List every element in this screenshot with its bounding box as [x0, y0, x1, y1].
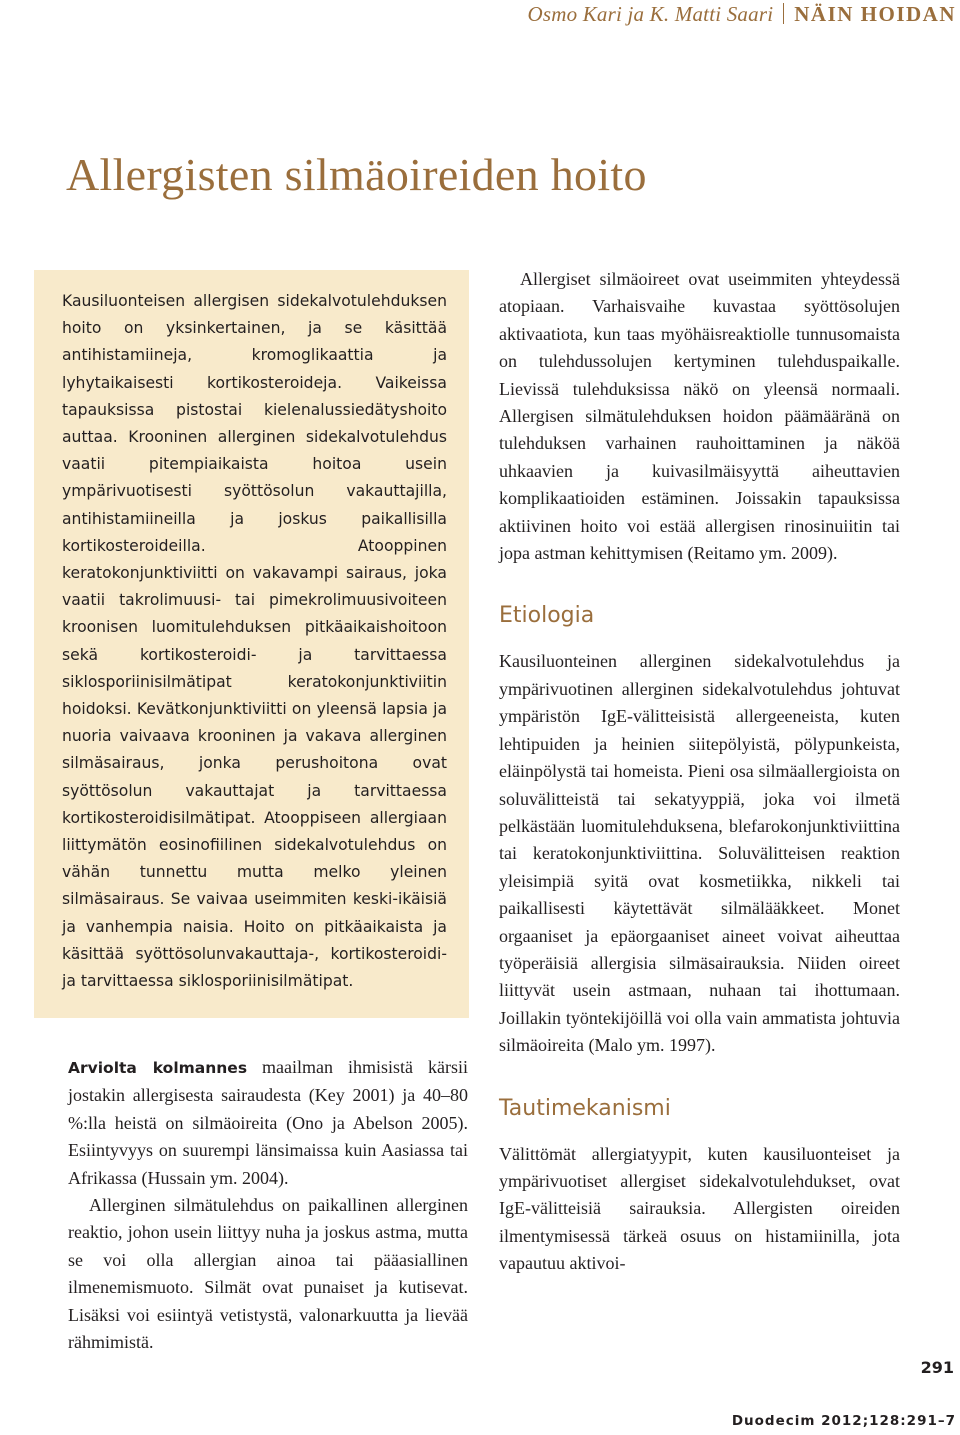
abstract-box: [34, 270, 469, 1018]
section-heading-pathogenesis: Tautimekanismi: [499, 1095, 671, 1121]
right-column: [499, 266, 900, 1278]
running-head-divider: [783, 3, 784, 24]
etiology-paragraph: Kausiluonteinen allerginen sidekalvotulehdus ja ympärivuotinen allerginen sidekalvotulehdus johtuvat ympäristön IgE-välitteisistä allergeeneista, kuten lehtipuiden ja heinien siitepölyistä, pölypunkeista, eläinpölystä tai homeista. Pieni osa silmäallergioista on soluvälitteistä tai sekatyyppiä, joka voi ilmetä pelkästään luomitulehduksena, blefarokonjunktiviittina tai keratokonjunktiviittina. Soluvälitteisen reaktion yleisimpiä syitä ovat kosmetiikka, nikkeli tai paikallisesti käytettävät silmälääkkeet. Monet orgaaniset ja epäorgaaniset aineet voivat aiheuttaa työperäisiä allergisia silmäsairauksia. Niiden oireet liittyvät usein astmaan, nuhaan tai ihottumaan. Joillakin työntekijöillä voi olla vain ammatista johtuvia silmäoireita (Malo ym. 1997).: [499, 651, 900, 1056]
running-head: [527, 2, 956, 27]
intro-paragraph-2: Allerginen silmätulehdus on paikallinen allerginen reaktio, johon usein liittyy nuha ja joskus astma, mutta se voi olla allergian ainoa tai pääasiallinen ilmenemismuoto. Silmät ovat punaiset ja kutisevat. Lisäksi voi esiintyä vetistystä, valonarkuutta ja lievää rähmimistä.: [68, 1195, 468, 1353]
intro-paragraph-1: [68, 1054, 468, 1192]
intro-paragraph-1-text: maailman ihmisistä kärsii jostakin allergisesta sairaudesta (Key 2001) ja 40–80 %:lla heistä on silmäoireita (Ono ja Abelson 2005). Esiintyvyys on suurempi länsimaissa kuin Aasiassa tai Afrikassa (Hussain ym. 2004).: [68, 1057, 469, 1188]
journal-footer: Duodecim 2012;128:291–7: [731, 1413, 956, 1429]
right-paragraph-1: Allergiset silmäoireet ovat useimmiten yhteydessä atopiaan. Varhaisvaihe kuvastaa syöttösolujen aktivaatiota, kun taas myöhäisreaktiolle tunnusomaista on tulehdussolujen kertyminen tulehduspaikalle. Lievissä tulehduksissa näkö on yleensä normaali. Allergisen silmätulehduksen hoidon päämääränä on tulehduksen varhainen rauhoittaminen ja näköä uhkaavien ja kuivasilmäisyyttä aiheuttavien komplikaatioiden estäminen. Joissakin tapauksissa aktiivinen hoito voi estää allergisen rinosinuiitin tai jopa astman kehittymisen (Reitamo ym. 2009).: [499, 269, 900, 564]
intro-section: [68, 1054, 468, 1356]
running-head-series: NÄIN HOIDAN: [794, 2, 956, 26]
page-number: 291: [920, 1358, 954, 1377]
abstract-text: Kausiluonteisen allergisen sidekalvotulehduksen hoito on yksinkertainen, ja se käsittää antihistamiineja, kromoglikaattia ja lyhytaikaisesti kortikosteroideja. Vaikeissa tapauksissa pistostai kielenalussiedätyshoito auttaa. Krooninen allerginen sidekalvotulehdus vaatii pitempiaikaista hoitoa usein ympärivuotisesti syöttösolun vakauttajilla, antihistamiineilla ja joskus paikallisilla kortikosteroideilla. Atooppinen keratokonjunktiviitti on vakavampi sairaus, joka vaatii takrolimuusi- tai pimekrolimuusivoiteen kroonisen luomitulehduksen pitkäaikaishoitoon sekä kortikosteroidi- ja tarvittaessa siklosporiinisilmätipat keratokonjunktiviitin hoidoksi. Kevätkonjunktiviitti on yleensä lapsia ja nuoria vaivaava krooninen ja vakava allerginen silmäsairaus, jonka perushoitona ovat syöttösolun vakauttajat ja tarvittaessa kortikosteroidisilmätipat. Atooppiseen allergiaan liittymätön eosinofiilinen sidekalvotulehdus on vähän tunnettu mutta melko yleinen silmäsairaus. Se vaivaa useimmiten keski-ikäisiä ja vanhempia naisia. Hoito on pitkäaikaista ja käsittää syöttösolunvakauttaja-, kortikosteroidi- ja tarvittaessa siklosporiinisilmätipat.: [62, 292, 447, 991]
running-head-authors: Osmo Kari ja K. Matti Saari: [527, 2, 774, 26]
section-heading-etiology: Etiologia: [499, 603, 595, 629]
intro-lead-words: Arviolta kolmannes: [68, 1059, 248, 1077]
article-title: Allergisten silmäoireiden hoito: [66, 149, 647, 200]
pathogenesis-paragraph: Välittömät allergiatyypit, kuten kausiluonteiset ja ympärivuotiset allergiset sidekalvotulehdukset, ovat IgE-välitteisiä sairauksia. Allergisten oireiden ilmentymisessä tärkeä osuus on histamiinilla, jota vapautuu aktivoi-: [499, 1143, 900, 1274]
